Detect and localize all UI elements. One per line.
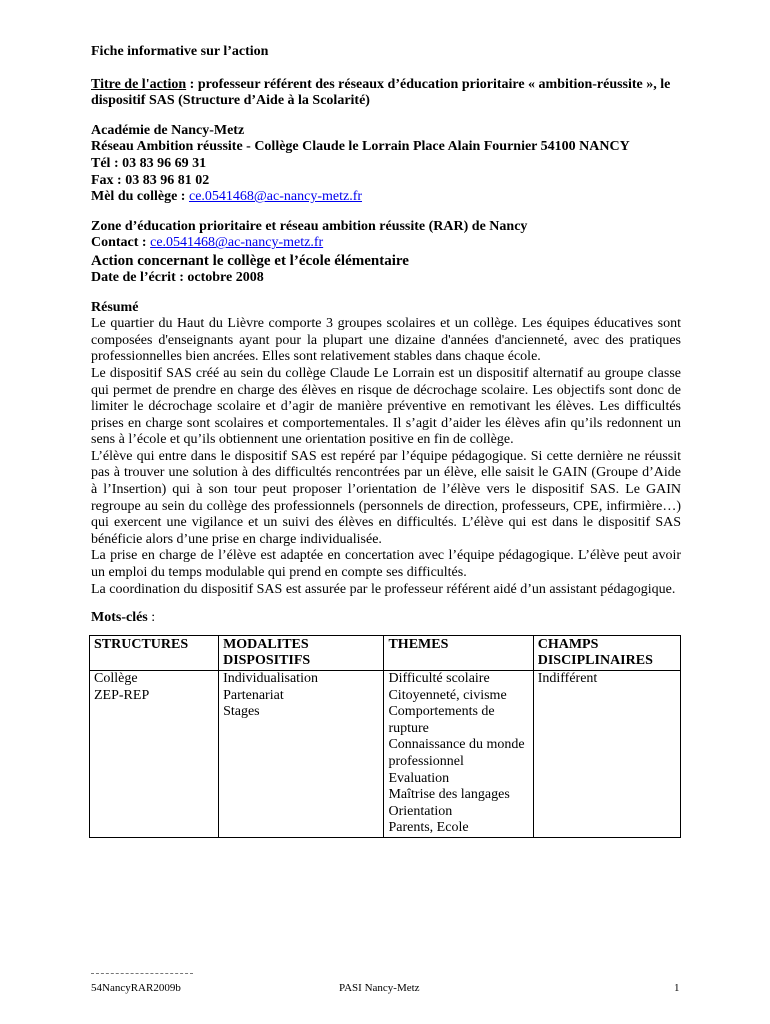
table-row xyxy=(90,671,681,838)
action-title-label: Titre de l'action xyxy=(91,76,187,92)
contact-block xyxy=(91,123,681,206)
footer-organization: PASI Nancy-Metz xyxy=(339,982,420,994)
paragraph: Le dispositif SAS créé au sein du collège Claude Le Lorrain est un dispositif alternatif au groupe classe qui permet de prendre en charge des élèves en risque de décrochage scolaire. Les objectifs sont donc de limiter le décrochage scolaire et d’agir de manière préventive en remotivant les élèves. Les difficultés prises en charge sont scolaires et comportementales. Il s’agit d’aider les élèves afin qu’ils redonnent un sens à l’école et qu’ils obtiennent une orientation positive en fin de collège. xyxy=(91,365,681,448)
academie: Académie de Nancy-Metz xyxy=(91,122,245,138)
keywords-table xyxy=(89,635,681,838)
action-title-text: : professeur référent des réseaux d’éducation prioritaire « ambition-réussite », le dispositif SAS (Structure d’Aide à la Scolarité) xyxy=(91,76,671,109)
cell-champs-text: Indifférent xyxy=(537,671,598,686)
mel-link[interactable]: ce.0541468@ac-nancy-metz.fr xyxy=(188,189,363,205)
document-heading: Fiche informative sur l’action xyxy=(91,44,269,59)
cell-champs xyxy=(533,671,680,838)
date-ecrit: Date de l’écrit : octobre 2008 xyxy=(91,269,264,285)
footer-reference: 54NancyRAR2009b xyxy=(91,982,181,994)
zone-label: Zone d’éducation prioritaire et réseau ambition réussite (RAR) de Nancy xyxy=(91,218,528,234)
footer-divider xyxy=(91,973,193,974)
paragraph: Le quartier du Haut du Lièvre comporte 3 groupes scolaires et un collège. Les équipes éducatives sont composées d'enseignants ayant pour la plupart une dizaine d'années d'ancienneté, avec des pratiques professionnelles bien ancrées. Elles sont relativement stables dans chaque école. xyxy=(91,316,681,365)
contact-link[interactable]: ce.0541468@ac-nancy-metz.fr xyxy=(150,235,324,251)
paragraph: L’élève qui entre dans le dispositif SAS est repéré par l’équipe pédagogique. Si cette dernière ne réussit pas à trouver une solution à des difficultés rencontrées par un élève, elle saisit le GAIN (Groupe d’Aide à l’Insertion) qui à son tour peut proposer l’orientation de l’élève vers le dispositif SAS. Le GAIN regroupe au sein du collège des professionnels (personnels de direction, professeurs, CPE, infirmière…) qui exercent une vigilance et un suivi des élèves en difficultés. L’élève qui est dans le dispositif SAS bénéficie alors d’une prise en charge individualisée. xyxy=(91,448,681,547)
resume-heading: Résumé xyxy=(91,299,139,315)
document-page xyxy=(91,44,681,838)
mel-label: Mèl du collège : xyxy=(91,189,189,205)
keywords-label: Mots-clés xyxy=(91,610,148,626)
cell-themes xyxy=(384,671,533,838)
resume-body xyxy=(91,316,681,598)
keywords-heading xyxy=(91,610,681,627)
header-structures: STRUCTURES xyxy=(90,635,219,670)
action-title xyxy=(91,77,681,110)
page-number: 1 xyxy=(674,982,680,994)
paragraph: La prise en charge de l’élève est adaptée en concertation avec l’équipe pédagogique. L’élève peut avoir un emploi du temps modulable qui prend en compte ses difficultés. xyxy=(91,548,681,581)
cell-modalites-text: Individualisation Partenariat Stages xyxy=(223,671,318,720)
cell-themes-text: Difficulté scolaire Citoyenneté, civisme Comportements de rupture Connaissance du monde professionnel Evaluation Maîtrise des langages Orientation Parents, Ecole xyxy=(388,671,525,836)
reseau-address: Réseau Ambition réussite - Collège Claude le Lorrain Place Alain Fournier 54100 NANCY xyxy=(91,139,630,155)
contact-label: Contact : xyxy=(91,235,151,251)
header-modalites: MODALITES DISPOSITIFS xyxy=(219,635,384,670)
cell-structures xyxy=(90,671,219,838)
fax: Fax : 03 83 96 81 02 xyxy=(91,172,210,188)
keywords-suffix: : xyxy=(147,610,156,626)
contact-line xyxy=(91,235,681,252)
action-focus: Action concernant le collège et l’école élémentaire xyxy=(91,252,409,269)
paragraph: La coordination du dispositif SAS est assurée par le professeur référent aidé d’un assistant pédagogique. xyxy=(91,581,676,597)
table-header-row xyxy=(90,635,681,670)
header-themes: THEMES xyxy=(384,635,533,670)
cell-structures-text: Collège ZEP-REP xyxy=(94,671,150,703)
mel-line xyxy=(91,189,681,206)
cell-modalites xyxy=(219,671,384,838)
telephone: Tél : 03 83 96 69 31 xyxy=(91,155,207,171)
zone-block xyxy=(91,219,681,287)
header-champs: CHAMPS DISCIPLINAIRES xyxy=(533,635,680,670)
